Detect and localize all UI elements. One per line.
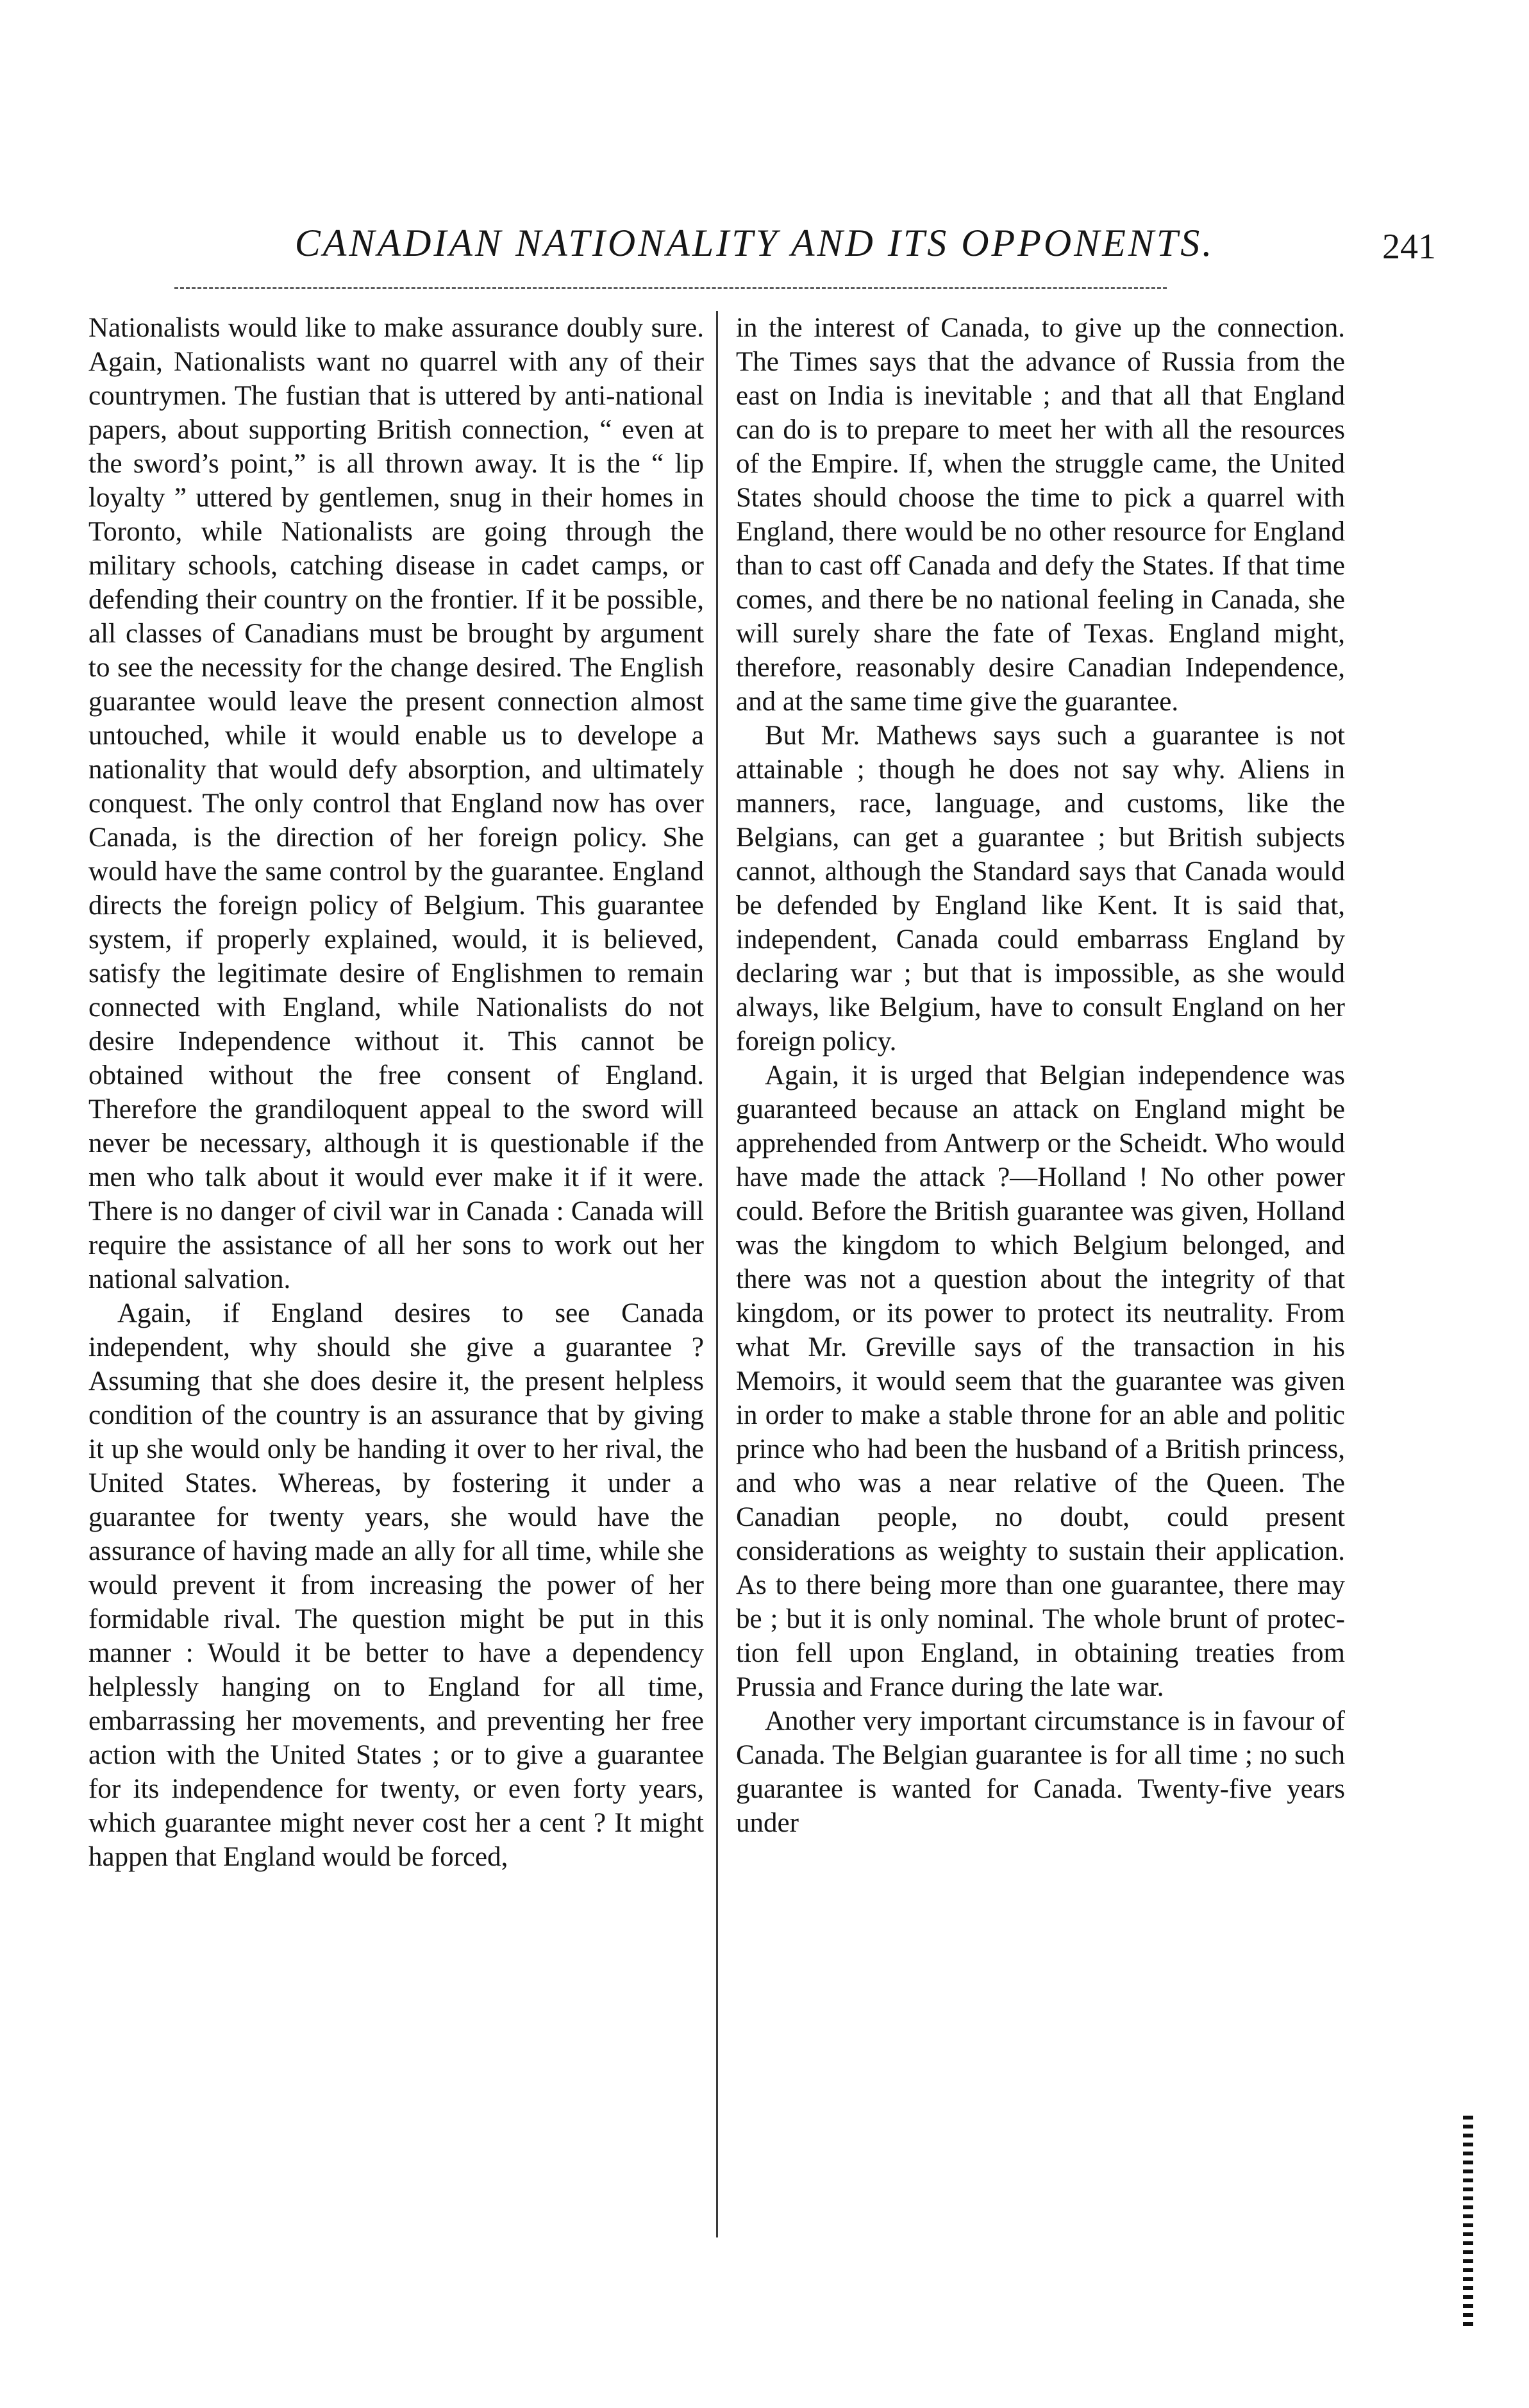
left-column bbox=[88, 311, 704, 1874]
running-title: CANADIAN NATIONALITY AND ITS OPPONENTS. bbox=[294, 222, 1215, 264]
page-number: 241 bbox=[1382, 227, 1436, 267]
header-rule bbox=[174, 287, 1167, 289]
paragraph: Again, if England desires to see Canada independent, why should she give a guarantee ? Assuming that she does desire it, the present helpless condition of the country is an assurance that by giving it up she would only be handing it over to her rival, the United States. Whereas, by fostering it under a guarantee for twenty years, she would have the assurance of having made an ally for all time, while she would prevent it from increasing the power of her formidable rival. The question might be put in this manner : Would it be better to have a dependency helplessly hanging on to England for all time, embarrassing her movements, and preventing her free action with the United States ; or to give a guarantee for its independence for twenty, or even forty years, which guarantee might never cost her a cent ? It might happen that England would be forced, bbox=[88, 1298, 704, 1872]
paragraph: But Mr. Mathews says such a guarantee is not attainable ; though he does not say why. Aliens in manners, race, language, and customs, like the Belgians, can get a guarantee ; but British subjects cannot, although the Standard says that Canada would be defended by England like Kent. It is said that, independent, Canada could embarrass England by declaring war ; but that is impossible, as she would always, like Belgium, have to consult England on her foreign policy. bbox=[736, 721, 1345, 1057]
margin-mark bbox=[1463, 2116, 1473, 2327]
paragraph: Another very important circumstance is in favour of Canada. The Belgian guarantee is for all time ; no such guarantee is wanted for Canada. Twenty-five years under bbox=[736, 1706, 1345, 1838]
right-column bbox=[736, 311, 1345, 1840]
paragraph: in the interest of Canada, to give up the connection. The Times says that the advance of Russia from the east on India is inevitable ; and that all that England can do is to prepare to meet her with all the resources of the Empire. If, when the struggle came, the United States should choose the time to pick a quarrel with England, there would be no other resource for England than to cast off Canada and defy the States. If that time comes, and there be no national feeling in Canada, she will surely share the fate of Texas. England might, therefore, reasonably desire Canadian Independence, and at the same time give the guarantee. bbox=[736, 313, 1345, 717]
paragraph: Again, it is urged that Belgian independence was guaranteed because an attack on England might be apprehended from Antwerp or the Scheidt. Who would have made the attack ?—Holland ! No other power could. Before the British guarantee was given, Holland was the kingdom to which Belgium belonged, and there was not a question about the integrity of that kingdom, or its power to protect its neutrality. From what Mr. Greville says of the transaction in his Memoirs, it would seem that the guarantee was given in order to make a stable throne for an able and politic prince who had been the husband of a British princess, and who was a near relative of the Queen. The Canadian people, no doubt, could present considerations as weighty to sustain their application. As to there being more than one guarantee, there may be ; but it is only nominal. The whole brunt of protection fell upon England, in obtaining treaties from Prussia and France during the late war. bbox=[736, 1060, 1345, 1702]
page-header bbox=[90, 221, 1436, 272]
paragraph: Nationalists would like to make assurance doubly sure. Again, Nationalists want no quarrel with any of their countrymen. The fustian that is uttered by anti-national papers, about supporting British connection, “ even at the sword’s point,” is all thrown away. It is the “ lip loyalty ” uttered by gentlemen, snug in their homes in Toronto, while Nationalists are going through the military schools, catching disease in cadet camps, or defending their country on the frontier. If it be possible, all classes of Canadians must be brought by argument to see the necessity for the change desired. The English guarantee would leave the present connection almost untouched, while it would enable us to develope a nationality that would defy absorption, and ultimately conquest. The only control that England now has over Canada, is the direction of her foreign policy. She would have the same control by the guarantee. England directs the foreign policy of Belgium. This guarantee system, if properly explained, would, it is believed, satisfy the legitimate desire of Englishmen to remain connected with England, while Nationalists do not desire Independence without it. This cannot be obtained without the free consent of England. Therefore the grandiloquent appeal to the sword will never be necessary, although it is questionable if the men who talk about it would ever make it if it were. There is no danger of civil war in Canada : Canada will require the assistance of all her sons to work out her national salvation. bbox=[88, 313, 704, 1294]
column-divider bbox=[716, 311, 718, 2237]
